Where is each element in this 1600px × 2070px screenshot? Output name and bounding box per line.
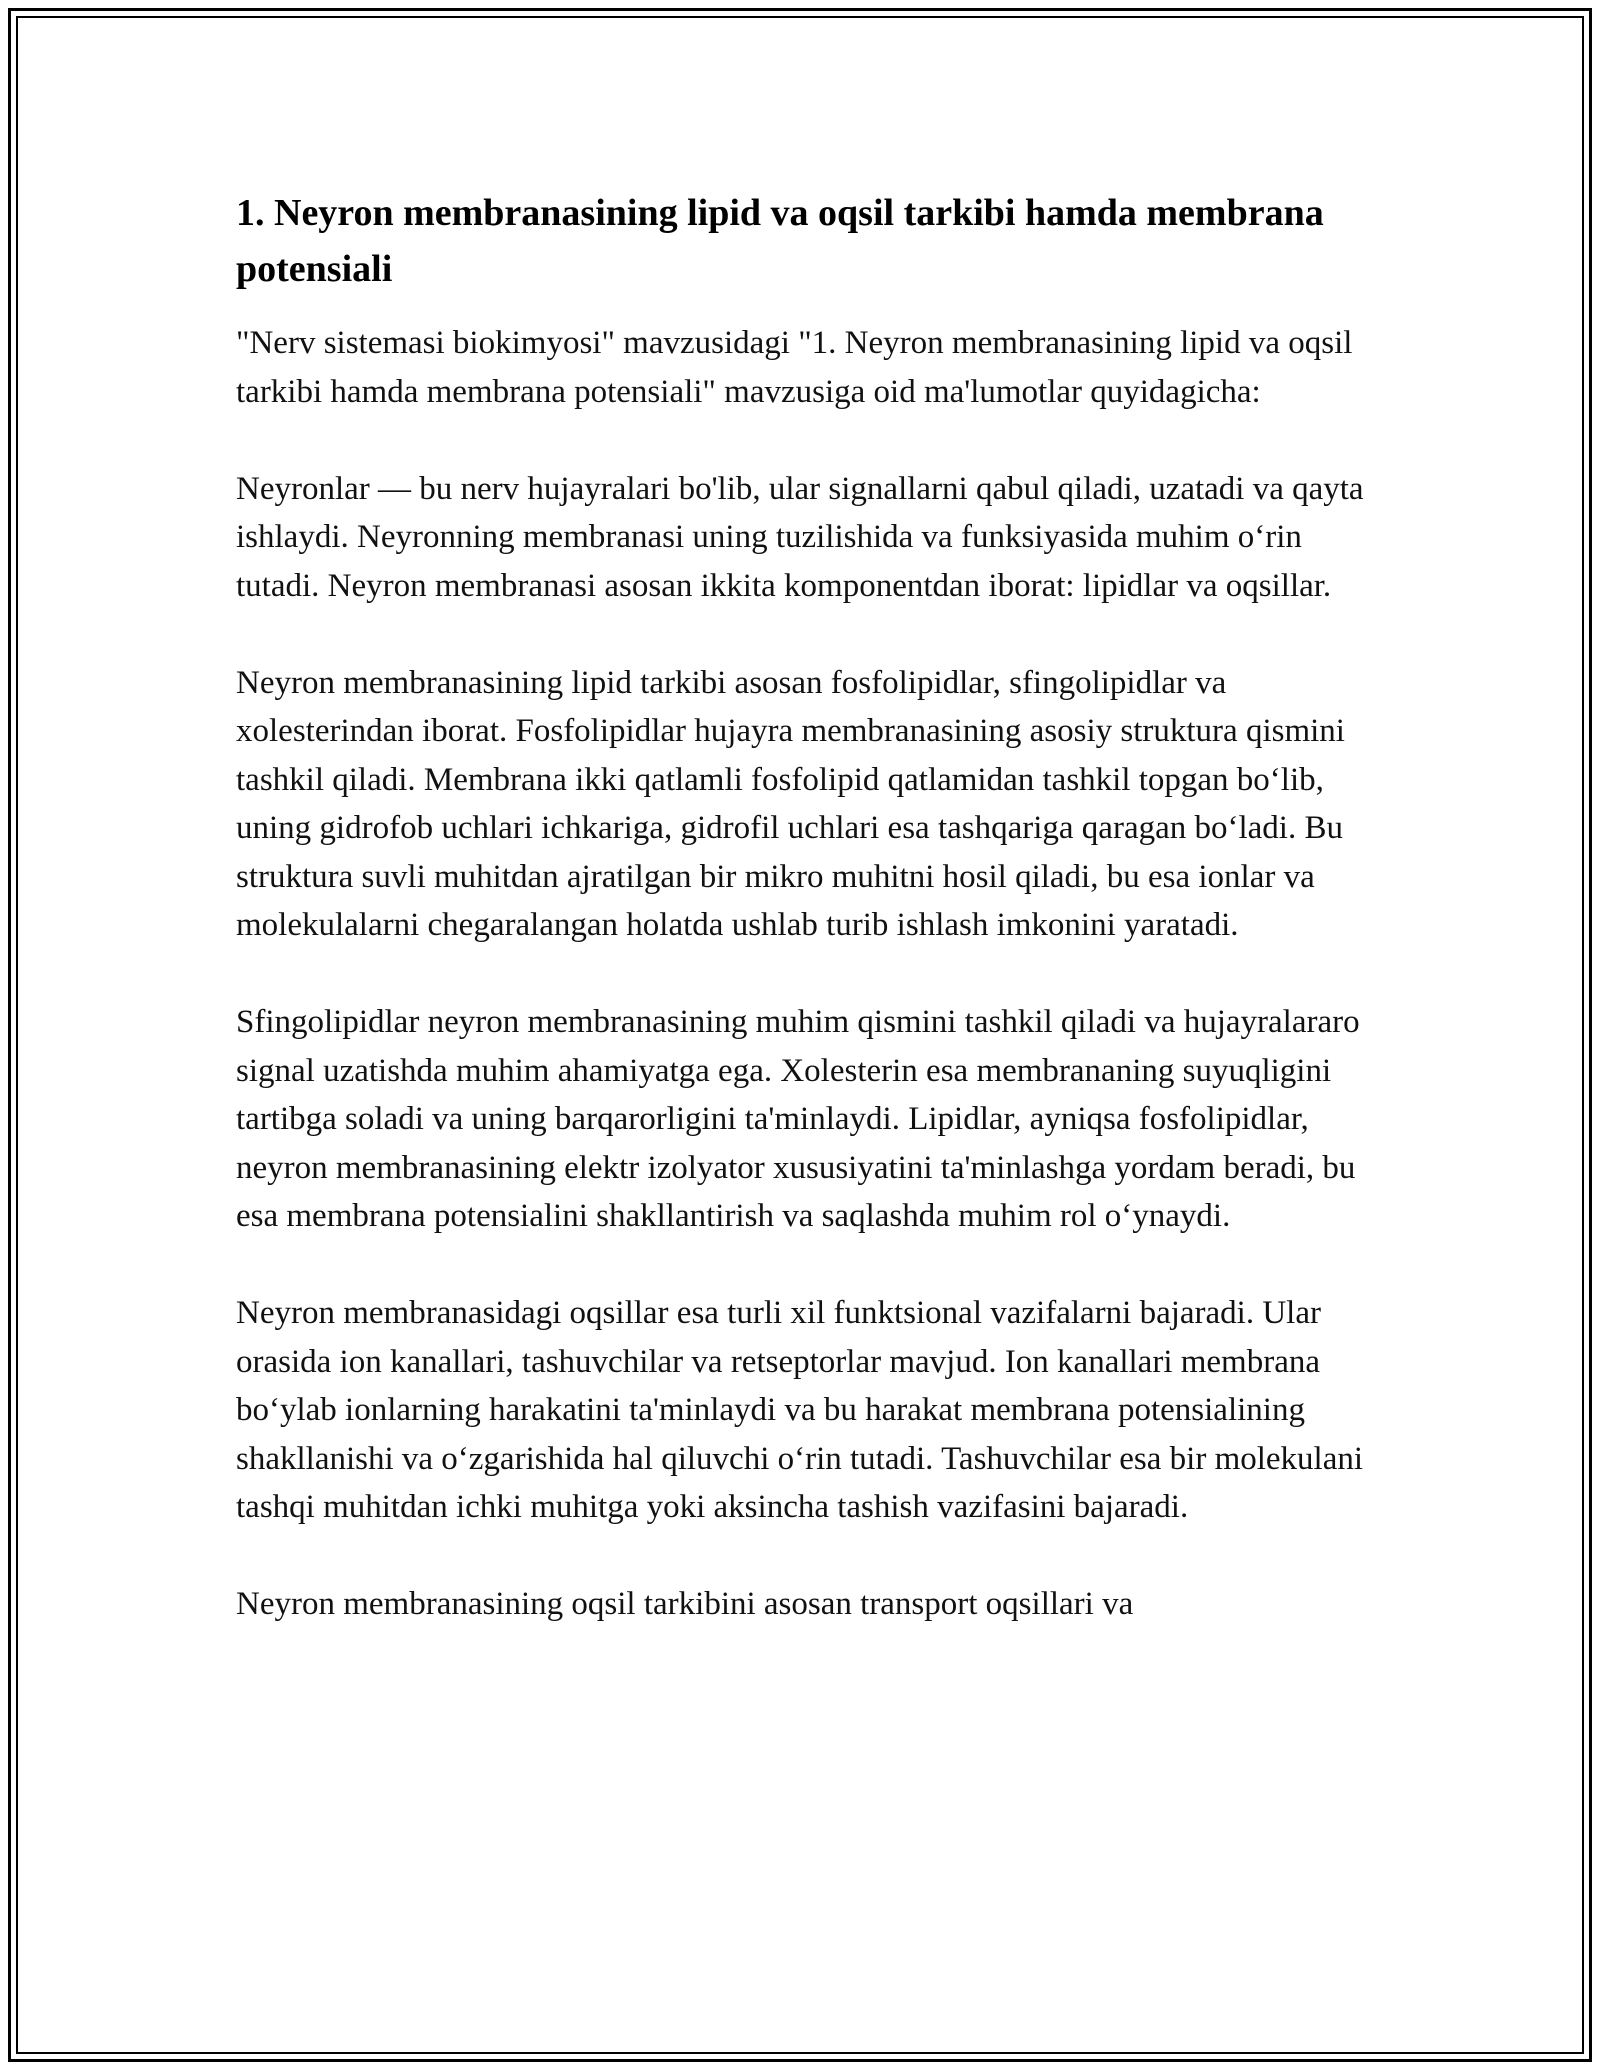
paragraph-intro: "Nerv sistemasi biokimyosi" mavzusidagi "1. Neyron membranasining lipid va oqsil tarkibi hamda membrana potensiali" mavzusiga oid ma'lumotlar quyidagicha: [236,325,1353,410]
paragraph-protein-composition: Neyron membranasining oqsil tarkibini asosan transport oqsillari va [236,1586,1134,1622]
paragraph-membrane-proteins: Neyron membranasidagi oqsillar esa turli xil funktsional vazifalarni bajaradi. Ular orasida ion kanallari, tashuvchilar va retseptorlar mavjud. Ion kanallari membrana bo‘ylab ionlarning harakatini ta'minlaydi va bu harakat membrana potensialining shakllanishi va o‘zgarishida hal qiluvchi o‘rin tutadi. Tashuvchilar esa bir molekulani tashqi muhitdan ichki muhitga yoki aksincha tashish vazifasini bajaradi. [236,1295,1364,1525]
paragraph-neurons: Neyronlar — bu nerv hujayralari bo'lib, ular signallarni qabul qiladi, uzatadi va qayta ishlaydi. Neyronning membranasi uning tuzilishida va funksiyasida muhim o‘rin tutadi. Neyron membranasi asosan ikkita komponentdan iborat: lipidlar va oqsillar. [236,470,1364,604]
document-body [236,185,1376,1677]
paragraph-lipid-composition: Neyron membranasining lipid tarkibi asosan fosfolipidlar, sfingolipidlar va xolesterindan iborat. Fosfolipidlar hujayra membranasining asosiy struktura qismini tashkil qiladi. Membrana ikki qatlamli fosfolipid qatlamidan tashkil topgan bo‘lib, uning gidrofob uchlari ichkariga, gidrofil uchlari esa tashqariga qaragan bo‘ladi. Bu struktura suvli muhitdan ajratilgan bir mikro muhitni hosil qiladi, bu esa ionlar va molekulalarni chegaralangan holatda ushlab turib ishlash imkonini yaratadi. [236,664,1345,943]
paragraph-sphingolipids: Sfingolipidlar neyron membranasining muhim qismini tashkil qiladi va hujayralararo signal uzatishda muhim ahamiyatga ega. Xolesterin esa membrananing suyuqligini tartibga soladi va uning barqarorligini ta'minlaydi. Lipidlar, ayniqsa fosfolipidlar, neyron membranasining elektr izolyator xususiyatini ta'minlashga yordam beradi, bu esa membrana potensialini shakllantirish va saqlashda muhim rol o‘ynaydi. [236,1004,1360,1234]
document-title: 1. Neyron membranasining lipid va oqsil tarkibi hamda membrana potensiali [236,192,1324,290]
